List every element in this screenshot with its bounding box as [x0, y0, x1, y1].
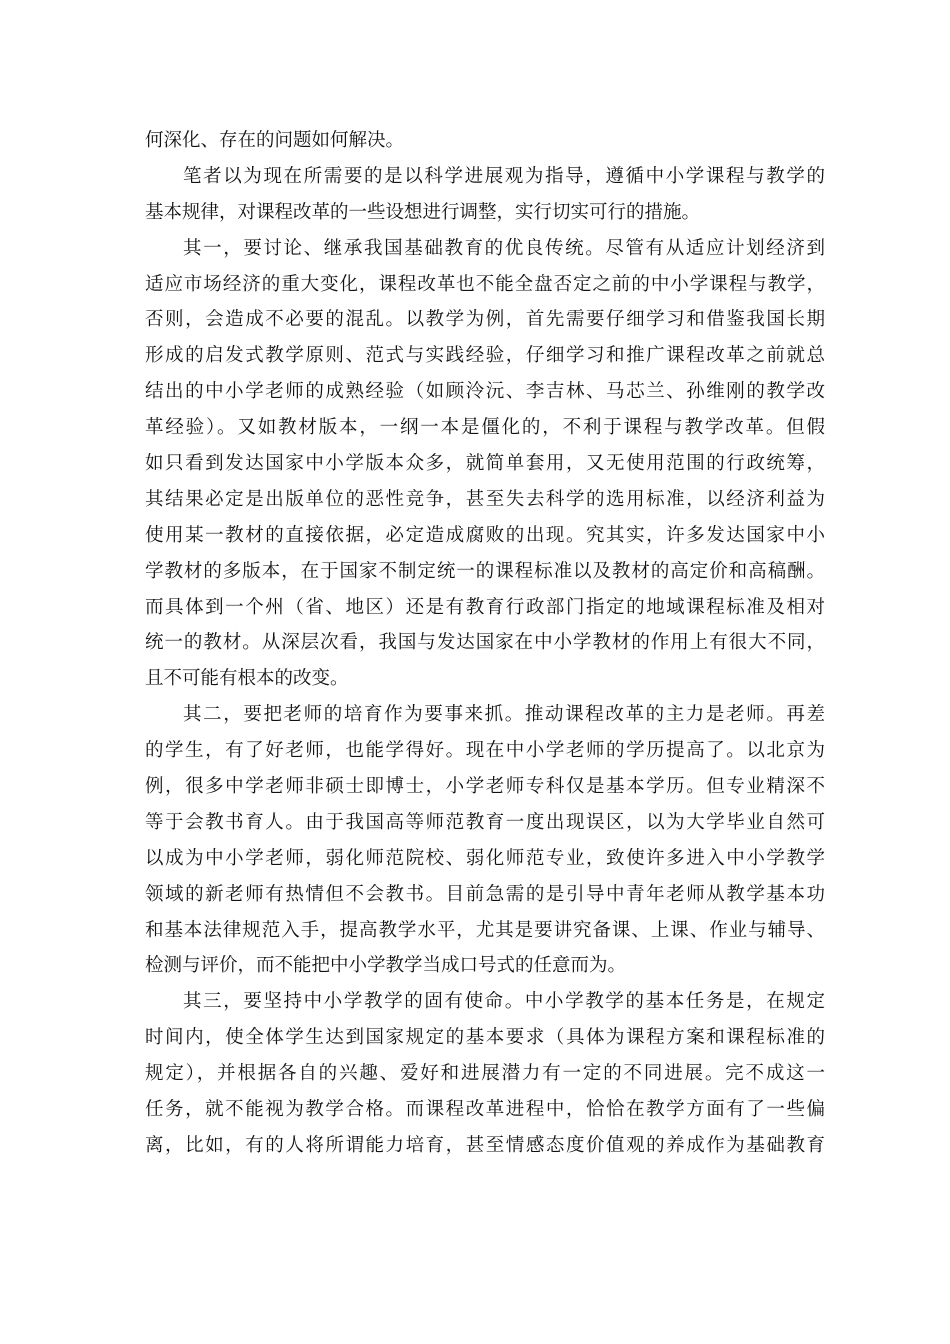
text-line: 以成为中小学老师，弱化师范院校、弱化师范专业，致使许多进入中小学教学 [145, 847, 825, 869]
text-line: 统一的教材。从深层次看，我国与发达国家在中小学教材的作用上有很大不同， [145, 632, 825, 654]
text-line: 其一，要讨论、继承我国基础教育的优良传统。尽管有从适应计划经济到 [183, 237, 825, 259]
text-line: 使用某一教材的直接依据，必定造成腐败的出现。究其实，许多发达国家中小 [145, 524, 825, 546]
text-line: 适应市场经济的重大变化，课程改革也不能全盘否定之前的中小学课程与教学， [145, 273, 825, 295]
text-line: 检测与评价，而不能把中小学教学当成口号式的任意而为。 [145, 955, 627, 977]
text-line: 例，很多中学老师非硕士即博士，小学老师专科仅是基本学历。但专业精深不 [145, 776, 825, 798]
text-line: 革经验）。又如教材版本，一纲一本是僵化的，不利于课程与教学改革。但假 [145, 417, 825, 439]
text-line: 形成的启发式教学原则、范式与实践经验，仔细学习和推广课程改革之前就总 [145, 345, 825, 367]
text-line: 学教材的多版本，在于国家不制定统一的课程标准以及教材的高定价和高稿酬。 [145, 560, 825, 582]
body-text [145, 123, 825, 1164]
text-line: 离，比如，有的人将所谓能力培育，甚至情感态度价值观的养成作为基础教育 [145, 1134, 825, 1156]
text-line: 而具体到一个州（省、地区）还是有教育行政部门指定的地域课程标准及相对 [145, 596, 825, 618]
text-line: 结出的中小学老师的成熟经验（如顾泠沅、李吉林、马芯兰、孙维刚的教学改 [145, 381, 825, 403]
text-line: 和基本法律规范入手，提高教学水平，尤其是要讲究备课、上课、作业与辅导、 [145, 919, 825, 941]
text-line: 等于会教书育人。由于我国高等师范教育一度出现误区，以为大学毕业自然可 [145, 811, 825, 833]
text-line: 且不可能有根本的改变。 [145, 668, 349, 690]
text-line: 否则，会造成不必要的混乱。以教学为例，首先需要仔细学习和借鉴我国长期 [145, 309, 825, 331]
text-line: 其二，要把老师的培育作为要事来抓。推动课程改革的主力是老师。再差 [183, 704, 825, 726]
text-line: 任务，就不能视为教学合格。而课程改革进程中，恰恰在教学方面有了一些偏 [145, 1099, 825, 1121]
text-line: 的学生，有了好老师，也能学得好。现在中小学老师的学历提高了。以北京为 [145, 740, 825, 762]
text-line: 时间内，使全体学生达到国家规定的基本要求（具体为课程方案和课程标准的 [145, 1027, 825, 1049]
text-line: 何深化、存在的问题如何解决。 [145, 130, 405, 151]
text-line: 规定），并根据各自的兴趣、爱好和进展潜力有一定的不同进展。完不成这一 [145, 1063, 825, 1085]
text-line: 其结果必定是出版单位的恶性竞争，甚至失去科学的选用标准，以经济利益为 [145, 488, 825, 510]
text-line: 领域的新老师有热情但不会教书。目前急需的是引导中青年老师从教学基本功 [145, 883, 825, 905]
text-line: 如只看到发达国家中小学版本众多，就简单套用，又无使用范围的行政统筹， [145, 453, 825, 475]
text-line: 基本规律，对课程改革的一些设想进行调整，实行切实可行的措施。 [145, 201, 701, 223]
text-line: 笔者以为现在所需要的是以科学进展观为指导，遵循中小学课程与教学的 [183, 165, 825, 187]
text-line: 其三，要坚持中小学教学的固有使命。中小学教学的基本任务是，在规定 [183, 991, 825, 1013]
